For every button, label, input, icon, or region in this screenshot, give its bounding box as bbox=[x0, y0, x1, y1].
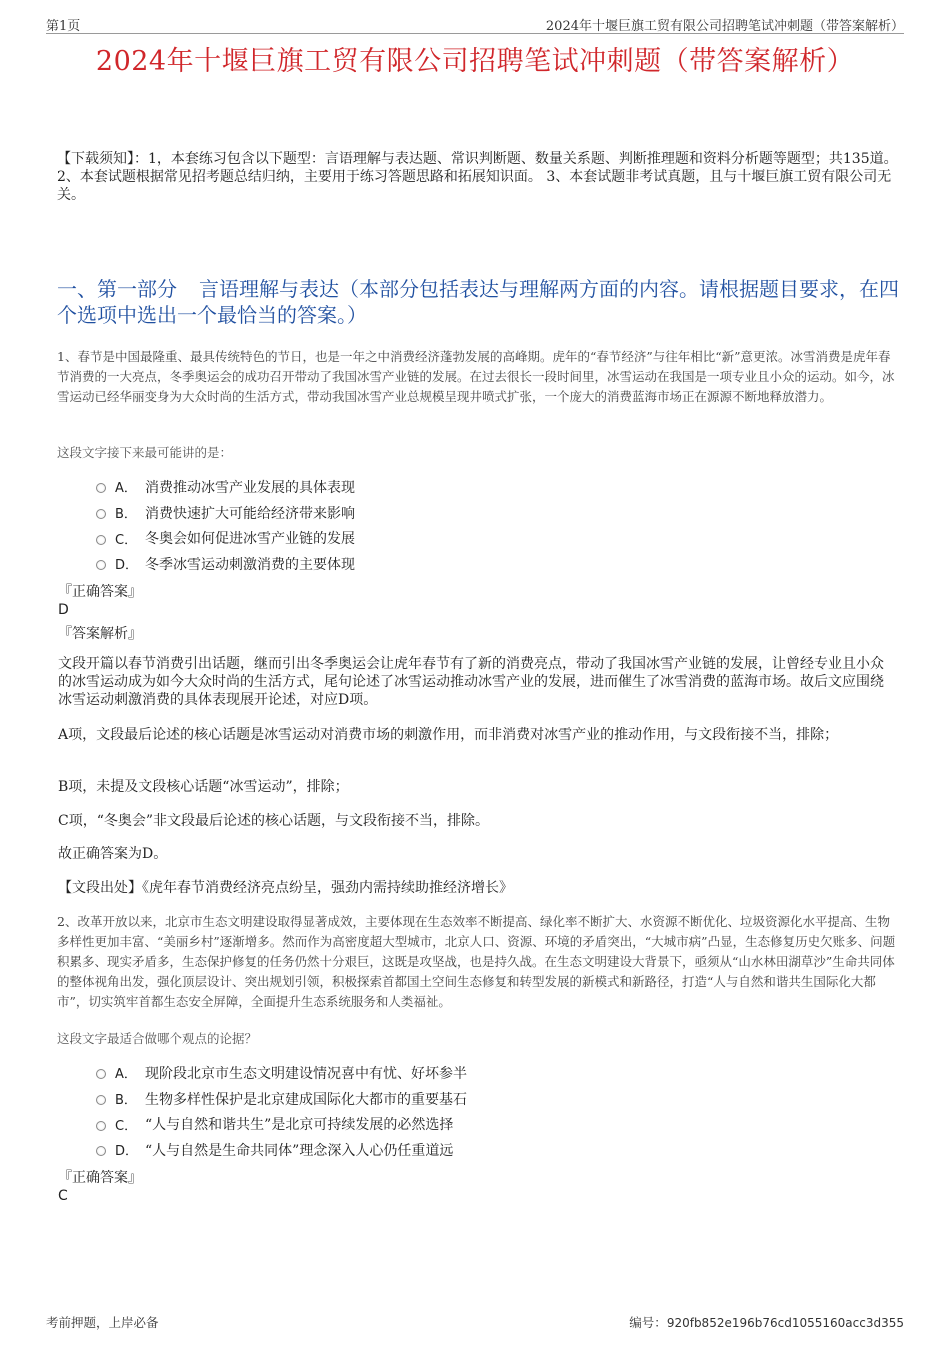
radio-icon[interactable] bbox=[96, 509, 106, 519]
section-heading bbox=[57, 276, 903, 328]
option-letter: A． bbox=[115, 481, 137, 497]
option-letter: D． bbox=[115, 558, 139, 574]
radio-icon[interactable] bbox=[96, 560, 106, 570]
radio-icon[interactable] bbox=[96, 483, 106, 493]
option-b[interactable] bbox=[96, 500, 796, 526]
question-1-options bbox=[96, 474, 796, 577]
header-doc-title: 2024年十堰巨旗工贸有限公司招聘笔试冲刺题（带答案解析） bbox=[545, 19, 904, 34]
option-label: 生物多样性保护是北京建成国际化大都市的重要基石 bbox=[145, 1091, 467, 1108]
question-2-prompt: 这段文字最适合做哪个观点的论据？ bbox=[57, 1031, 258, 1046]
option-letter: D． bbox=[115, 1144, 139, 1160]
option-letter: B． bbox=[115, 1093, 137, 1109]
option-label: “人与自然和谐共生”是北京可持续发展的必然选择 bbox=[145, 1117, 454, 1134]
option-label: 现阶段北京市生态文明建设情况喜中有忧、好坏参半 bbox=[145, 1065, 467, 1082]
option-label: 消费推动冰雪产业发展的具体表现 bbox=[145, 479, 355, 496]
question-2-options bbox=[96, 1060, 796, 1163]
header-page-number: 第1页 bbox=[46, 19, 81, 34]
section-number: 一、第一部分 bbox=[57, 277, 177, 301]
option-letter: A． bbox=[115, 1067, 137, 1083]
option-c[interactable] bbox=[96, 525, 796, 551]
option-label: “人与自然是生命共同体”理念深入人心仍任重道远 bbox=[145, 1142, 454, 1159]
option-a[interactable] bbox=[96, 1060, 796, 1086]
passage-source: 【文段出处】《虎年春节消费经济亮点纷呈，强劲内需持续助推经济增长》 bbox=[58, 880, 513, 896]
footer-code-value: 920fb852e196b76cd1055160acc3d355 bbox=[666, 1316, 904, 1330]
option-d[interactable] bbox=[96, 1137, 796, 1163]
radio-icon[interactable] bbox=[96, 1069, 106, 1079]
footer-code-label: 编号： bbox=[629, 1315, 667, 1330]
option-c[interactable] bbox=[96, 1111, 796, 1137]
question-1-text: 1、春节是中国最隆重、最具传统特色的节日，也是一年之中消费经济蓬勃发展的高峰期。虎年的“春节经济”与往年相比“新”意更浓。冰雪消费是虎年春节消费的一大亮点，冬季奥运会的成功召开带动了我国冰雪产业链的发展。在过去很长一段时间里，冰雪运动在我国是一项专业且小众的运动。如今，冰雪运动已经华丽变身为大众时尚的生活方式，带动我国冰雪产业总规模呈现井喷式扩张，一个庞大的消费蓝海市场正在源源不断地释放潜力。 bbox=[57, 349, 895, 404]
analysis-option-c: C项，“冬奥会”非文段最后论述的核心话题，与文段衔接不当，排除。 bbox=[58, 813, 490, 829]
section-title: 言语理解与表达（本部分包括表达与理解两方面的内容。请根据题目要求，在四个选项中选出一个最恰当的答案。） bbox=[57, 277, 899, 327]
option-d[interactable] bbox=[96, 551, 796, 577]
analysis-conclusion: 故正确答案为D。 bbox=[58, 846, 168, 862]
radio-icon[interactable] bbox=[96, 535, 106, 545]
analysis-paragraph: 文段开篇以春节消费引出话题，继而引出冬季奥运会让虎年春节有了新的消费亮点，带动了我国冰雪产业链的发展，让曾经专业且小众的冰雪运动成为如今大众时尚的生活方式，尾句论述了冰雪运动推动冰雪产业的发展，进而催生了冰雪消费的蓝海市场。故后文应围绕冰雪运动刺激消费的具体表现展开论述，对应D项。 bbox=[58, 656, 884, 708]
answer-label: 『正确答案』 bbox=[58, 584, 142, 600]
page-title: 2024年十堰巨旗工贸有限公司招聘笔试冲刺题（带答案解析） bbox=[95, 46, 855, 77]
option-letter: C． bbox=[115, 532, 138, 548]
question-1-prompt: 这段文字接下来最可能讲的是： bbox=[57, 445, 233, 460]
footer-slogan: 考前押题，上岸必备 bbox=[46, 1315, 159, 1330]
footer-code bbox=[629, 1313, 904, 1331]
analysis-option-a: A项，文段最后论述的核心话题是冰雪运动对消费市场的刺激作用，而非消费对冰雪产业的推动作用，与文段衔接不当，排除； bbox=[58, 727, 839, 743]
question-2-text: 2、改革开放以来，北京市生态文明建设取得显著成效，主要体现在生态效率不断提高、绿化率不断扩大、水资源不断优化、垃圾资源化水平提高、生物多样性更加丰富、“美丽乡村”逐渐增多。然而作为高密度超大型城市，北京人口、资源、环境的矛盾突出，“大城市病”凸显，生态修复历史欠账多、问题积累多、现实矛盾多，生态保护修复的任务仍然十分艰巨，这既是攻坚战，也是持久战。在生态文明建设大背景下，亟须从“山水林田湖草沙”生命共同体的整体视角出发，强化顶层设计、突出规划引领，积极探索首都国土空间生态修复和转型发展的新模式和新路径，打造“人与自然和谐共生国际化大都市”，切实筑牢首都生态安全屏障，全面提升生态系统服务和人类福祉。 bbox=[57, 914, 896, 1009]
option-label: 消费快速扩大可能给经济带来影响 bbox=[145, 505, 355, 522]
answer-label: 『正确答案』 bbox=[58, 1170, 142, 1186]
radio-icon[interactable] bbox=[96, 1121, 106, 1131]
option-letter: C． bbox=[115, 1118, 138, 1134]
radio-icon[interactable] bbox=[96, 1095, 106, 1105]
answer-value: D bbox=[58, 602, 69, 618]
option-b[interactable] bbox=[96, 1086, 796, 1112]
analysis-label: 『答案解析』 bbox=[58, 626, 142, 642]
option-label: 冬季冰雪运动刺激消费的主要体现 bbox=[145, 556, 355, 573]
header-divider bbox=[46, 33, 904, 34]
download-notice: 【下载须知】：1，本套练习包含以下题型：言语理解与表达题、常识判断题、数量关系题、判断推理题和资料分析题等题型；共135道。 2、本套试题根据常见招考题总结归纳，主要用于练习答题思路和拓展知识面。 3、本套试题非考试真题，且与十堰巨旗工贸有限公司无关。 bbox=[57, 151, 898, 203]
radio-icon[interactable] bbox=[96, 1146, 106, 1156]
answer-value: C bbox=[58, 1188, 68, 1204]
option-letter: B． bbox=[115, 507, 137, 523]
option-a[interactable] bbox=[96, 474, 796, 500]
analysis-option-b: B项，未提及文段核心话题“冰雪运动”，排除； bbox=[58, 779, 349, 795]
option-label: 冬奥会如何促进冰雪产业链的发展 bbox=[145, 531, 355, 548]
